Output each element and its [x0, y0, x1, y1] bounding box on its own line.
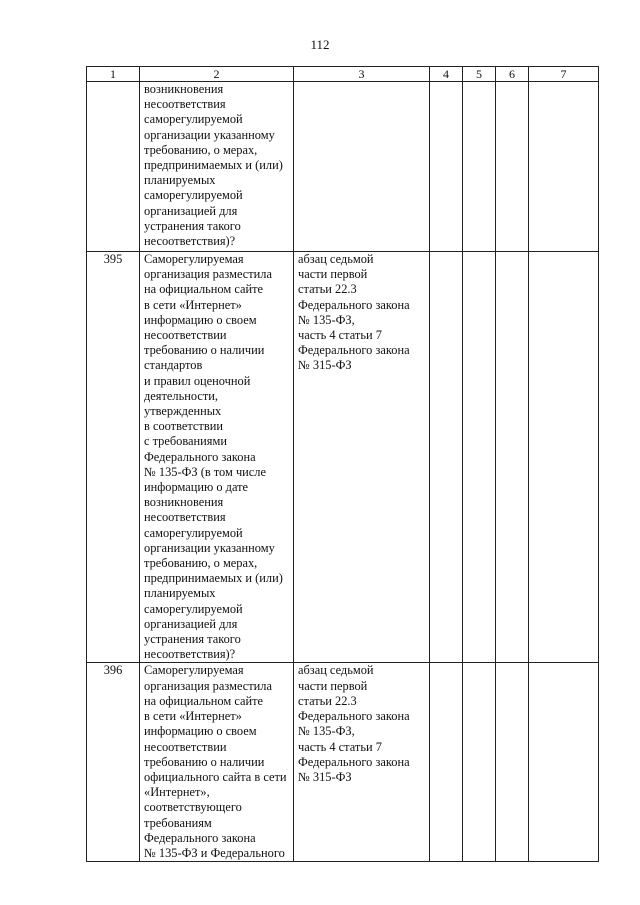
- column-header: 3: [294, 67, 430, 82]
- empty-cell: [463, 663, 496, 862]
- column-header: 7: [529, 67, 599, 82]
- column-header: 1: [87, 67, 140, 82]
- table-header-row: [87, 67, 599, 82]
- column-header: 4: [430, 67, 463, 82]
- requirements-table: [86, 66, 599, 862]
- row-number: [87, 82, 140, 252]
- empty-cell: [496, 252, 529, 663]
- table-row: [87, 82, 599, 252]
- empty-cell: [430, 663, 463, 862]
- reference-cell: [294, 82, 430, 252]
- column-header: 6: [496, 67, 529, 82]
- table-row: [87, 252, 599, 663]
- empty-cell: [430, 82, 463, 252]
- empty-cell: [430, 252, 463, 663]
- empty-cell: [463, 252, 496, 663]
- question-cell: Саморегулируемая организация разместила на официальном сайте в сети «Интернет» информацию о своем несоответствии требованию о наличии официального сайта в сети «Интернет», соответствующего требованиям Федерального закона № 135-ФЗ и Федерального: [140, 663, 294, 862]
- empty-cell: [529, 663, 599, 862]
- table-row: [87, 663, 599, 862]
- question-cell: возникновения несоответствия саморегулируемой организации указанному требованию, о мерах, предпринимаемых и (или) планируемых саморегулируемой организацией для устранения такого несоответствия)?: [140, 82, 294, 252]
- column-header: 2: [140, 67, 294, 82]
- question-cell: Саморегулируемая организация разместила на официальном сайте в сети «Интернет» информацию о своем несоответствии требованию о наличии стандартов и правил оценочной деятельности, утвержденных в соответствии с требованиями Федерального закона № 135-ФЗ (в том числе информацию о дате возникновения несоответствия саморегулируемой организации указанному требованию, о мерах, предпринимаемых и (или) планируемых саморегулируемой организацией для устранения такого несоответствия)?: [140, 252, 294, 663]
- column-header: 5: [463, 67, 496, 82]
- reference-cell: абзац седьмой части первой статьи 22.3 Федерального закона № 135-ФЗ, часть 4 статьи 7 Федерального закона № 315-ФЗ: [294, 252, 430, 663]
- row-number: 396: [87, 663, 140, 862]
- page-number: 112: [310, 37, 330, 52]
- reference-cell: абзац седьмой части первой статьи 22.3 Федерального закона № 135-ФЗ, часть 4 статьи 7 Федерального закона № 315-ФЗ: [294, 663, 430, 862]
- empty-cell: [529, 252, 599, 663]
- row-number: 395: [87, 252, 140, 663]
- empty-cell: [529, 82, 599, 252]
- empty-cell: [463, 82, 496, 252]
- empty-cell: [496, 82, 529, 252]
- empty-cell: [496, 663, 529, 862]
